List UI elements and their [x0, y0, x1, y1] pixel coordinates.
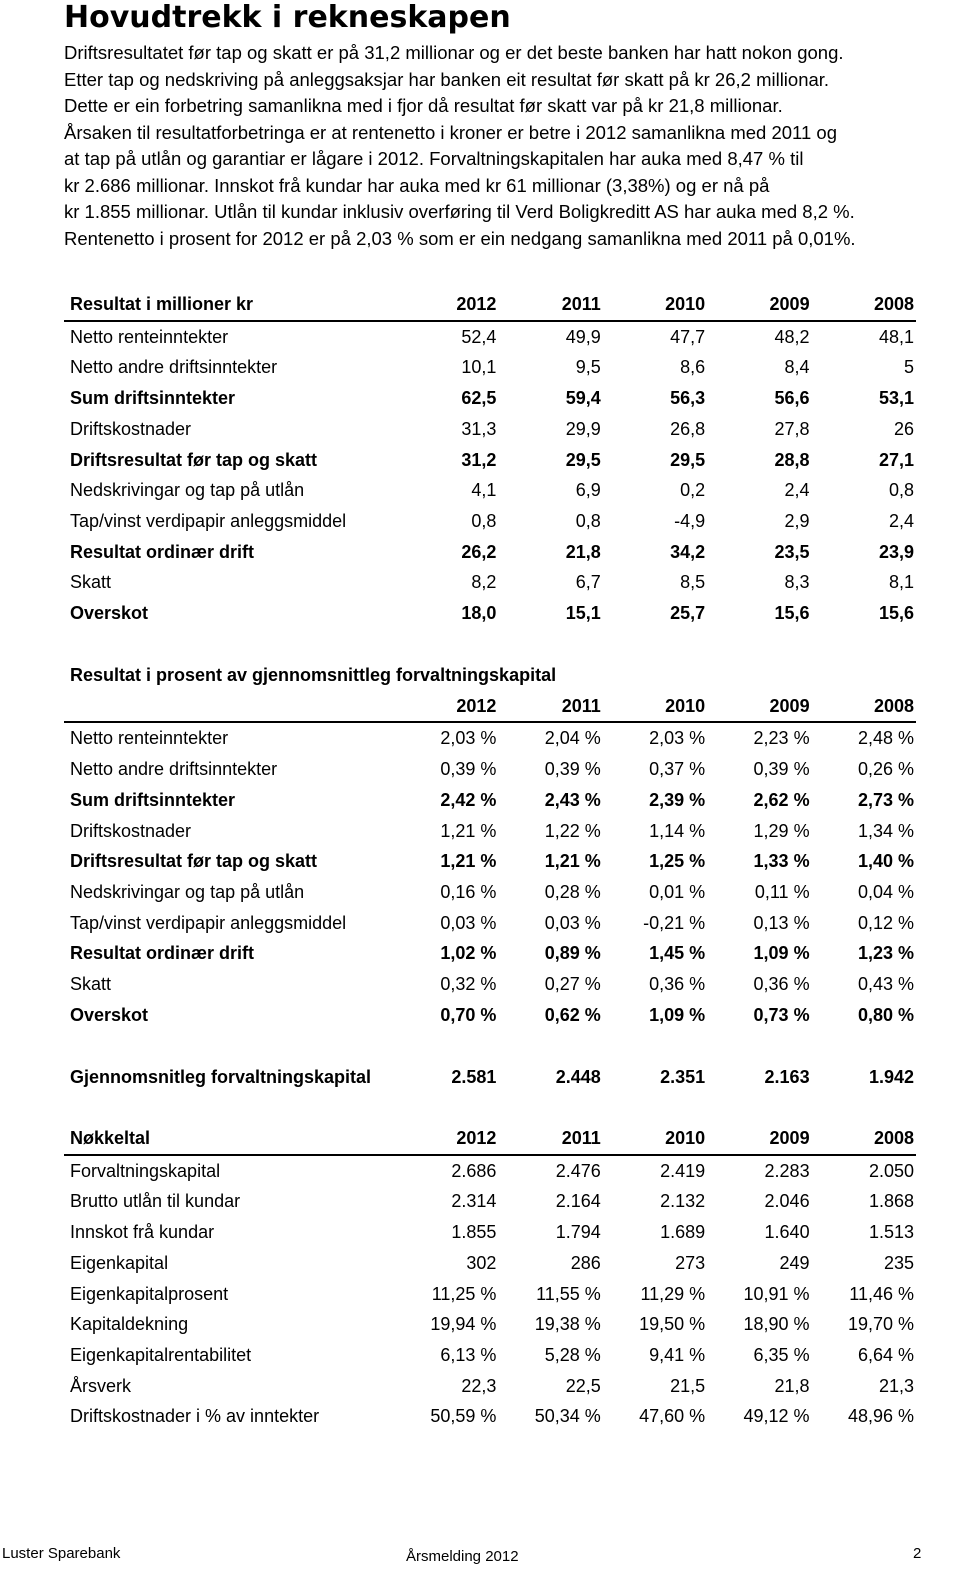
row-value: 19,50 %: [639, 1314, 706, 1335]
year-header: 2012: [394, 691, 498, 723]
intro-line: at tap på utlån og garantiar er lågare i 2012. Forvaltningskapitalen har auka med 8,47 % til: [64, 148, 804, 169]
row-value: 1.855: [451, 1222, 497, 1243]
row-value: 2.163: [764, 1067, 810, 1087]
row-value: 2.164: [555, 1191, 601, 1212]
row-value: 2,42 %: [440, 789, 497, 810]
row-value: 2,03 %: [440, 728, 497, 749]
row-value: 2.686: [451, 1160, 497, 1181]
row-value: 2.476: [555, 1160, 601, 1181]
row-label: Driftskostnader: [70, 820, 192, 841]
key-figures-table-body: [64, 1155, 916, 1432]
row-label: Gjennomsnitleg forvaltningskapital: [70, 1067, 372, 1087]
row-value: 21,3: [878, 1375, 914, 1396]
row-value: 2,39 %: [649, 789, 706, 810]
row-value: 0,39 %: [753, 759, 810, 780]
intro-line: Årsaken til resultatforbetringa er at rentenetto i kroner er betre i 2012 samanlikna med 2011 og: [64, 121, 837, 143]
footer-bank-name: Luster Sparebank: [2, 1545, 121, 1562]
table-row: [64, 785, 916, 816]
row-value: 249: [779, 1252, 810, 1273]
results-table: [64, 289, 916, 629]
year-header: 2009: [707, 289, 811, 321]
row-label: Driftsresultat før tap og skatt: [70, 851, 318, 872]
row-value: 273: [675, 1252, 706, 1273]
table-row: [64, 321, 916, 353]
row-value: 9,41 %: [649, 1344, 706, 1365]
row-value: 34,2: [670, 541, 706, 562]
row-value: 1.868: [868, 1191, 914, 1212]
row-value: 1,21 %: [440, 851, 497, 872]
row-value: 56,6: [774, 388, 810, 409]
row-value: 25,7: [670, 603, 706, 624]
row-value: 0,8: [888, 480, 914, 501]
table-row: [64, 938, 916, 969]
row-label: Nedskrivingar og tap på utlån: [70, 480, 305, 501]
row-value: 2,73 %: [857, 789, 914, 810]
row-value: 1,09 %: [753, 943, 810, 964]
year-header: 2008: [812, 1123, 916, 1155]
row-value: 0,26 %: [857, 759, 914, 780]
row-label: Årsverk: [70, 1375, 132, 1396]
row-value: 1,21 %: [440, 820, 497, 841]
row-value: 48,2: [774, 326, 810, 347]
row-value: 2.314: [451, 1191, 497, 1212]
row-value: 0,12 %: [857, 912, 914, 933]
intro-line: Dette er ein forbetring samanlikna med i fjor då resultat før skatt var på kr 21,8 millionar.: [64, 95, 783, 116]
row-value: 49,9: [565, 326, 601, 347]
row-value: 27,8: [774, 418, 810, 439]
row-value: 10,1: [461, 357, 497, 378]
row-label: Sum driftsinntekter: [70, 388, 236, 409]
row-value: 28,8: [774, 449, 810, 470]
row-value: 52,4: [461, 326, 497, 347]
row-value: 0,8: [575, 510, 601, 531]
table-row: [64, 352, 916, 383]
row-value: 0,89 %: [544, 943, 601, 964]
row-value: 2,62 %: [753, 789, 810, 810]
table-row: [64, 1279, 916, 1310]
row-label: Sum driftsinntekter: [70, 789, 236, 810]
row-value: 22,3: [461, 1375, 497, 1396]
table-row: [64, 754, 916, 785]
row-value: 53,1: [878, 388, 914, 409]
year-header: 2008: [812, 691, 916, 723]
row-label: Eigenkapitalprosent: [70, 1283, 229, 1304]
row-value: 1.794: [555, 1222, 601, 1243]
row-value: 2,23 %: [753, 728, 810, 749]
row-value: 47,7: [670, 326, 706, 347]
row-value: 1.689: [660, 1222, 706, 1243]
row-value: 302: [466, 1252, 497, 1273]
row-value: -4,9: [674, 510, 706, 531]
row-value: 0,28 %: [544, 881, 601, 902]
row-value: 235: [883, 1252, 914, 1273]
year-header: 2009: [707, 691, 811, 723]
row-value: 0,39 %: [440, 759, 497, 780]
row-value: 2.046: [764, 1191, 810, 1212]
row-value: 48,96 %: [847, 1406, 914, 1427]
row-value: 5,28 %: [544, 1344, 601, 1365]
row-value: 0,11 %: [754, 881, 810, 902]
intro-line: Driftsresultatet før tap og skatt er på 31,2 millionar og er det beste banken har hatt nokon gong.: [64, 42, 844, 63]
row-value: 6,7: [575, 572, 601, 593]
row-value: 62,5: [461, 388, 497, 409]
row-value: 18,90 %: [743, 1314, 810, 1335]
row-value: 9,5: [575, 357, 601, 378]
row-value: 11,46 %: [849, 1283, 914, 1304]
intro-line: kr 1.855 millionar. Utlån til kundar inklusiv overføring til Verd Boligkreditt AS har auka med 8,2 %.: [64, 201, 855, 222]
table-row: [64, 383, 916, 414]
table-row: [64, 877, 916, 908]
year-header: 2011: [498, 1123, 602, 1155]
row-label: Skatt: [70, 974, 112, 995]
row-value: 21,5: [670, 1375, 706, 1396]
row-value: 59,4: [565, 388, 601, 409]
row-value: 0,43 %: [857, 974, 914, 995]
row-label: Brutto utlån til kundar: [70, 1191, 241, 1212]
row-value: 2,03 %: [649, 728, 706, 749]
row-value: 8,2: [471, 572, 497, 593]
table-row: [64, 722, 916, 754]
table-row: [64, 1248, 916, 1279]
key-figures-table: [64, 1123, 916, 1432]
table-row: [64, 1401, 916, 1432]
row-value: 19,70 %: [847, 1314, 914, 1335]
percent-table-title: Resultat i prosent av gjennomsnittleg forvaltningskapital: [70, 665, 557, 685]
row-value: 2,48 %: [857, 728, 914, 749]
table-row: [64, 506, 916, 537]
row-value: 0,16 %: [440, 881, 497, 902]
row-label: Overskot: [70, 603, 149, 624]
row-value: 1,22 %: [544, 820, 601, 841]
row-value: 1,25 %: [649, 851, 706, 872]
footer-page-number: 2: [913, 1545, 922, 1562]
row-value: 8,4: [784, 357, 810, 378]
row-label: Resultat ordinær drift: [70, 943, 255, 964]
row-value: 19,38 %: [534, 1314, 601, 1335]
row-value: 31,3: [461, 418, 497, 439]
row-value: 29,9: [565, 418, 601, 439]
row-value: 0,03 %: [544, 912, 601, 933]
row-value: 1,14 %: [649, 820, 706, 841]
row-value: 2.351: [660, 1067, 706, 1087]
row-value: 29,5: [670, 449, 706, 470]
row-value: 11,25 %: [431, 1283, 497, 1304]
intro-line: Etter tap og nedskriving på anleggsaksjar har banken eit resultat før skatt på kr 26,2 millionar.: [64, 68, 830, 90]
row-value: 8,6: [680, 357, 706, 378]
row-label: Eigenkapitalrentabilitet: [70, 1344, 252, 1365]
table-row: [64, 414, 916, 445]
row-value: 50,34 %: [534, 1406, 601, 1427]
table-row: [64, 1155, 916, 1187]
year-header: 2009: [707, 1123, 811, 1155]
row-value: 10,91 %: [743, 1283, 810, 1304]
percent-table: [64, 660, 916, 1030]
row-value: 1,34 %: [857, 820, 914, 841]
row-label: Skatt: [70, 572, 112, 593]
row-value: 0,2: [680, 480, 706, 501]
table-row: [64, 1186, 916, 1217]
row-value: -0,21 %: [643, 912, 706, 933]
table-row: [64, 567, 916, 598]
row-value: 49,12 %: [743, 1406, 810, 1427]
intro-paragraph: [64, 40, 944, 252]
row-label: Resultat ordinær drift: [70, 541, 255, 562]
row-value: 18,0: [461, 603, 497, 624]
row-label: Forvaltningskapital: [70, 1160, 221, 1181]
row-value: 6,35 %: [753, 1344, 810, 1365]
row-value: 2.050: [868, 1160, 914, 1181]
row-label: Innskot frå kundar: [70, 1222, 215, 1243]
row-value: 8,1: [888, 572, 914, 593]
row-value: 1,40 %: [857, 851, 914, 872]
row-label: Tap/vinst verdipapir anleggsmiddel: [70, 912, 347, 933]
table-header-label: Nøkkeltal: [64, 1123, 394, 1155]
row-value: 4,1: [471, 480, 497, 501]
row-value: 8,5: [680, 572, 706, 593]
percent-table-body: [64, 722, 916, 1030]
row-value: 1,29 %: [753, 820, 810, 841]
year-header: 2010: [603, 691, 707, 723]
row-value: 0,37 %: [649, 759, 706, 780]
row-value: 56,3: [670, 388, 706, 409]
row-value: 31,2: [461, 449, 497, 470]
row-value: 0,80 %: [857, 1004, 914, 1025]
row-value: 1.640: [764, 1222, 810, 1243]
row-value: 0,32 %: [440, 974, 497, 995]
row-value: 1,45 %: [649, 943, 706, 964]
row-value: 1.942: [868, 1067, 914, 1087]
avg-capital-table: [64, 1062, 916, 1093]
row-value: 2.283: [764, 1160, 810, 1181]
table-row: [64, 1000, 916, 1031]
row-value: 15,6: [774, 603, 810, 624]
row-value: 15,6: [878, 603, 914, 624]
row-value: 0,8: [471, 510, 497, 531]
page-title: Hovudtrekk i rekneskapen: [64, 0, 511, 35]
row-value: 2.581: [451, 1067, 497, 1087]
row-value: 2.419: [660, 1160, 706, 1181]
row-value: 0,01 %: [649, 881, 706, 902]
row-value: 1,23 %: [857, 943, 914, 964]
row-label: Overskot: [70, 1004, 149, 1025]
row-value: 2.448: [555, 1067, 601, 1087]
row-value: 8,3: [784, 572, 810, 593]
row-value: 0,04 %: [857, 881, 914, 902]
row-value: 29,5: [565, 449, 601, 470]
row-value: 6,9: [575, 480, 601, 501]
row-value: 19,94 %: [430, 1314, 497, 1335]
row-value: 50,59 %: [430, 1406, 497, 1427]
row-value: 23,9: [878, 541, 914, 562]
row-value: 0,03 %: [440, 912, 497, 933]
row-label: Driftskostnader i % av inntekter: [70, 1406, 320, 1427]
row-value: 11,55 %: [536, 1283, 601, 1304]
row-value: 1,21 %: [544, 851, 601, 872]
table-row: [64, 1371, 916, 1402]
row-value: 6,13 %: [440, 1344, 497, 1365]
row-value: 21,8: [565, 541, 601, 562]
row-value: 286: [570, 1252, 601, 1273]
row-value: 2,4: [784, 480, 810, 501]
row-value: 26,8: [670, 418, 706, 439]
row-value: 15,1: [565, 603, 601, 624]
row-value: 26: [893, 418, 914, 439]
row-value: 47,60 %: [639, 1406, 706, 1427]
row-value: 48,1: [878, 326, 914, 347]
row-value: 0,73 %: [753, 1004, 810, 1025]
row-value: 27,1: [878, 449, 914, 470]
row-label: Driftskostnader: [70, 418, 192, 439]
row-value: 0,62 %: [544, 1004, 601, 1025]
row-value: 1,02 %: [440, 943, 497, 964]
table-row: [64, 445, 916, 476]
table-row: [64, 816, 916, 847]
row-value: 2,43 %: [544, 789, 601, 810]
row-value: 26,2: [461, 541, 497, 562]
row-value: 6,64 %: [857, 1344, 914, 1365]
table-row: [64, 969, 916, 1000]
year-header: 2011: [498, 691, 602, 723]
year-header: 2012: [394, 1123, 498, 1155]
intro-line: Rentenetto i prosent for 2012 er på 2,03 % som er ein nedgang samanlikna med 2011 på 0,01%.: [64, 227, 856, 249]
year-header: 2011: [498, 289, 602, 321]
row-value: 0,39 %: [544, 759, 601, 780]
avg-capital-row: [64, 1062, 916, 1093]
row-label: Driftsresultat før tap og skatt: [70, 449, 318, 470]
intro-line: kr 2.686 millionar. Innskot frå kundar har auka med kr 61 millionar (3,38%) og er nå på: [64, 174, 770, 196]
table-row: [64, 1217, 916, 1248]
row-value: 1.513: [868, 1222, 914, 1243]
row-value: 5: [903, 357, 914, 378]
row-label: Eigenkapital: [70, 1252, 169, 1273]
table-row: [64, 846, 916, 877]
row-value: 1,09 %: [649, 1004, 706, 1025]
row-value: 0,36 %: [753, 974, 810, 995]
row-value: 2,4: [888, 510, 914, 531]
table-row: [64, 598, 916, 629]
footer-report-title: Årsmelding 2012: [406, 1548, 519, 1565]
year-header: 2008: [812, 289, 916, 321]
results-table-body: [64, 321, 916, 629]
row-label: Tap/vinst verdipapir anleggsmiddel: [70, 510, 347, 531]
table-row: [64, 908, 916, 939]
row-value: 22,5: [565, 1375, 601, 1396]
row-value: 0,13 %: [753, 912, 810, 933]
row-value: 2,9: [784, 510, 810, 531]
table-row: [64, 475, 916, 506]
row-label: Netto andre driftsinntekter: [70, 357, 278, 378]
row-value: 0,27 %: [544, 974, 601, 995]
row-value: 21,8: [774, 1375, 810, 1396]
table-row: [64, 537, 916, 568]
row-value: 2.132: [660, 1191, 706, 1212]
row-value: 2,04 %: [544, 728, 601, 749]
row-label: Nedskrivingar og tap på utlån: [70, 881, 305, 902]
row-label: Netto renteinntekter: [70, 326, 229, 347]
row-value: 1,33 %: [753, 851, 810, 872]
table-row: [64, 1340, 916, 1371]
empty-header-cell: [64, 691, 394, 723]
year-header: 2010: [603, 1123, 707, 1155]
table-header-label: Resultat i millioner kr: [64, 289, 394, 321]
row-value: 23,5: [774, 541, 810, 562]
table-row: [64, 1309, 916, 1340]
row-value: 11,29 %: [640, 1283, 706, 1304]
row-value: 0,36 %: [649, 974, 706, 995]
year-header: 2010: [603, 289, 707, 321]
row-value: 0,70 %: [440, 1004, 497, 1025]
row-label: Kapitaldekning: [70, 1314, 189, 1335]
row-label: Netto andre driftsinntekter: [70, 759, 278, 780]
row-label: Netto renteinntekter: [70, 728, 229, 749]
year-header: 2012: [394, 289, 498, 321]
